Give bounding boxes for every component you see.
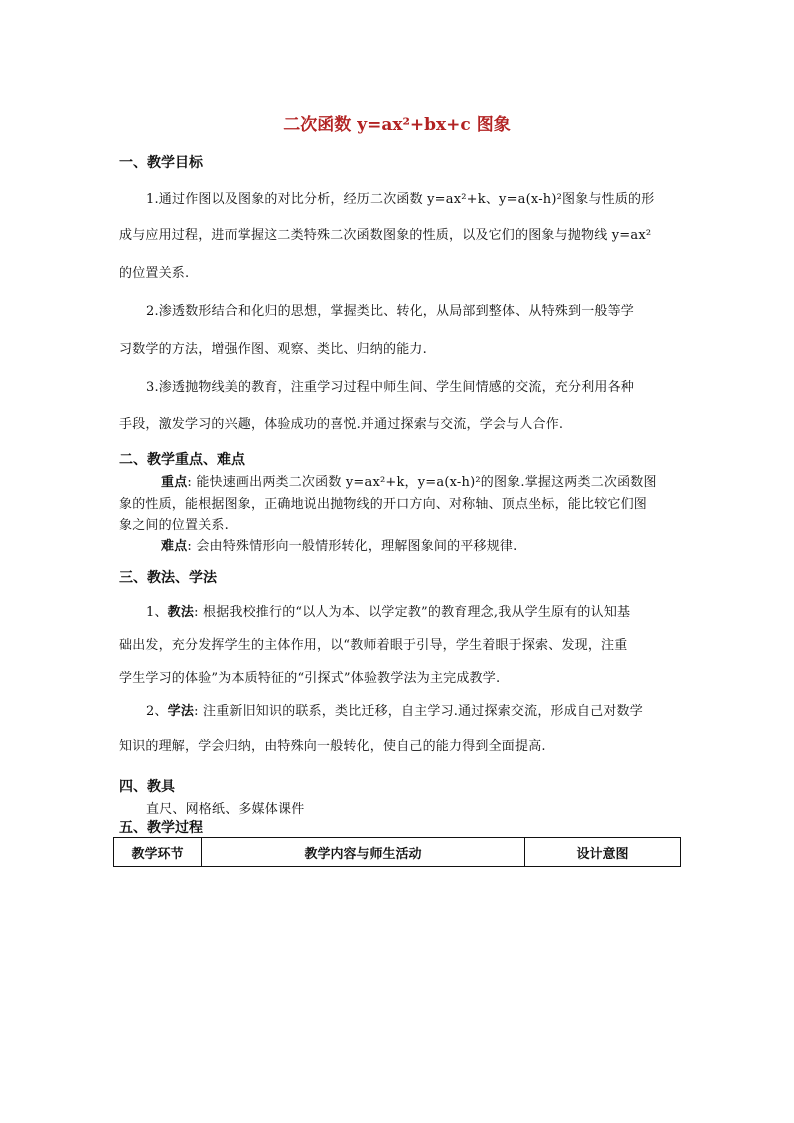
document-title: 二次函数 y=ax²+bx+c 图象 [283,115,511,135]
process-table [113,837,681,867]
learning-method-label: 学法 [167,704,195,719]
goal-2-line-1: 2.渗透数形结合和化归的思想，掌握类比、转化，从局部到整体、从特殊到一般等学 [146,304,635,319]
section-2-heading: 二、教学重点、难点 [119,452,245,468]
section-1-heading: 一、教学目标 [119,155,203,171]
key-point-line-3: 象之间的位置关系. [119,518,229,533]
key-point-line-2: 象的性质，能根据图象，正确地说出抛物线的开口方向、对称轴、顶点坐标，能比较它们图 [119,497,648,512]
section-3-heading: 三、教法、学法 [119,570,217,586]
method-1-line-1: 1、教法: 根据我校推行的“以人为本、以学定教”的教育理念,我从学生原有的认知基 [146,605,631,620]
teaching-method-label: 教法 [167,605,195,620]
difficult-point-label: 难点 [161,539,188,554]
teaching-aids: 直尺、网格纸、多媒体课件 [146,802,305,817]
method-1-line-2: 础出发，充分发挥学生的主体作用，以“教师着眼于引导，学生着眼于探索、发现，注重 [119,638,628,653]
column-header-stage: 教学环节 [114,838,202,867]
column-header-content: 教学内容与师生活动 [202,838,525,867]
goal-1-line-2: 成与应用过程，进而掌握这二类特殊二次函数图象的性质，以及它们的图象与抛物线 y=ax² [119,228,652,243]
section-4-heading: 四、教具 [119,779,175,795]
goal-1-line-3: 的位置关系. [119,266,190,281]
column-header-intent: 设计意图 [525,838,681,867]
goal-1-line-1: 1.通过作图以及图象的对比分析，经历二次函数 y=ax²+k、y=a(x-h)²图象与性质的形 [146,192,655,207]
method-1-line-3: 学生学习的体验”为本质特征的“引探式”体验教学法为主完成教学. [119,671,501,686]
key-point-line-1: 重点: 能快速画出两类二次函数 y=ax²+k，y=a(x-h)²的图象.掌握这两类二次函数图 [161,475,657,490]
key-point-label: 重点 [161,475,188,490]
goal-3-line-1: 3.渗透抛物线美的教育，注重学习过程中师生间、学生间情感的交流，充分利用各种 [146,380,635,395]
difficult-point-line: 难点: 会由特殊情形向一般情形转化，理解图象间的平移规律. [161,539,518,554]
method-2-line-1: 2、学法: 注重新旧知识的联系，类比迁移，自主学习.通过探索交流，形成自己对数学 [146,704,643,719]
method-2-line-2: 知识的理解，学会归纳，由特殊向一般转化，使自己的能力得到全面提高. [119,739,546,754]
goal-2-line-2: 习数学的方法，增强作图、观察、类比、归纳的能力. [119,342,427,357]
table-header-row [114,838,681,867]
goal-3-line-2: 手段，激发学习的兴趣，体验成功的喜悦.并通过探索与交流，学会与人合作. [119,417,564,432]
section-5-heading: 五、教学过程 [119,820,203,836]
